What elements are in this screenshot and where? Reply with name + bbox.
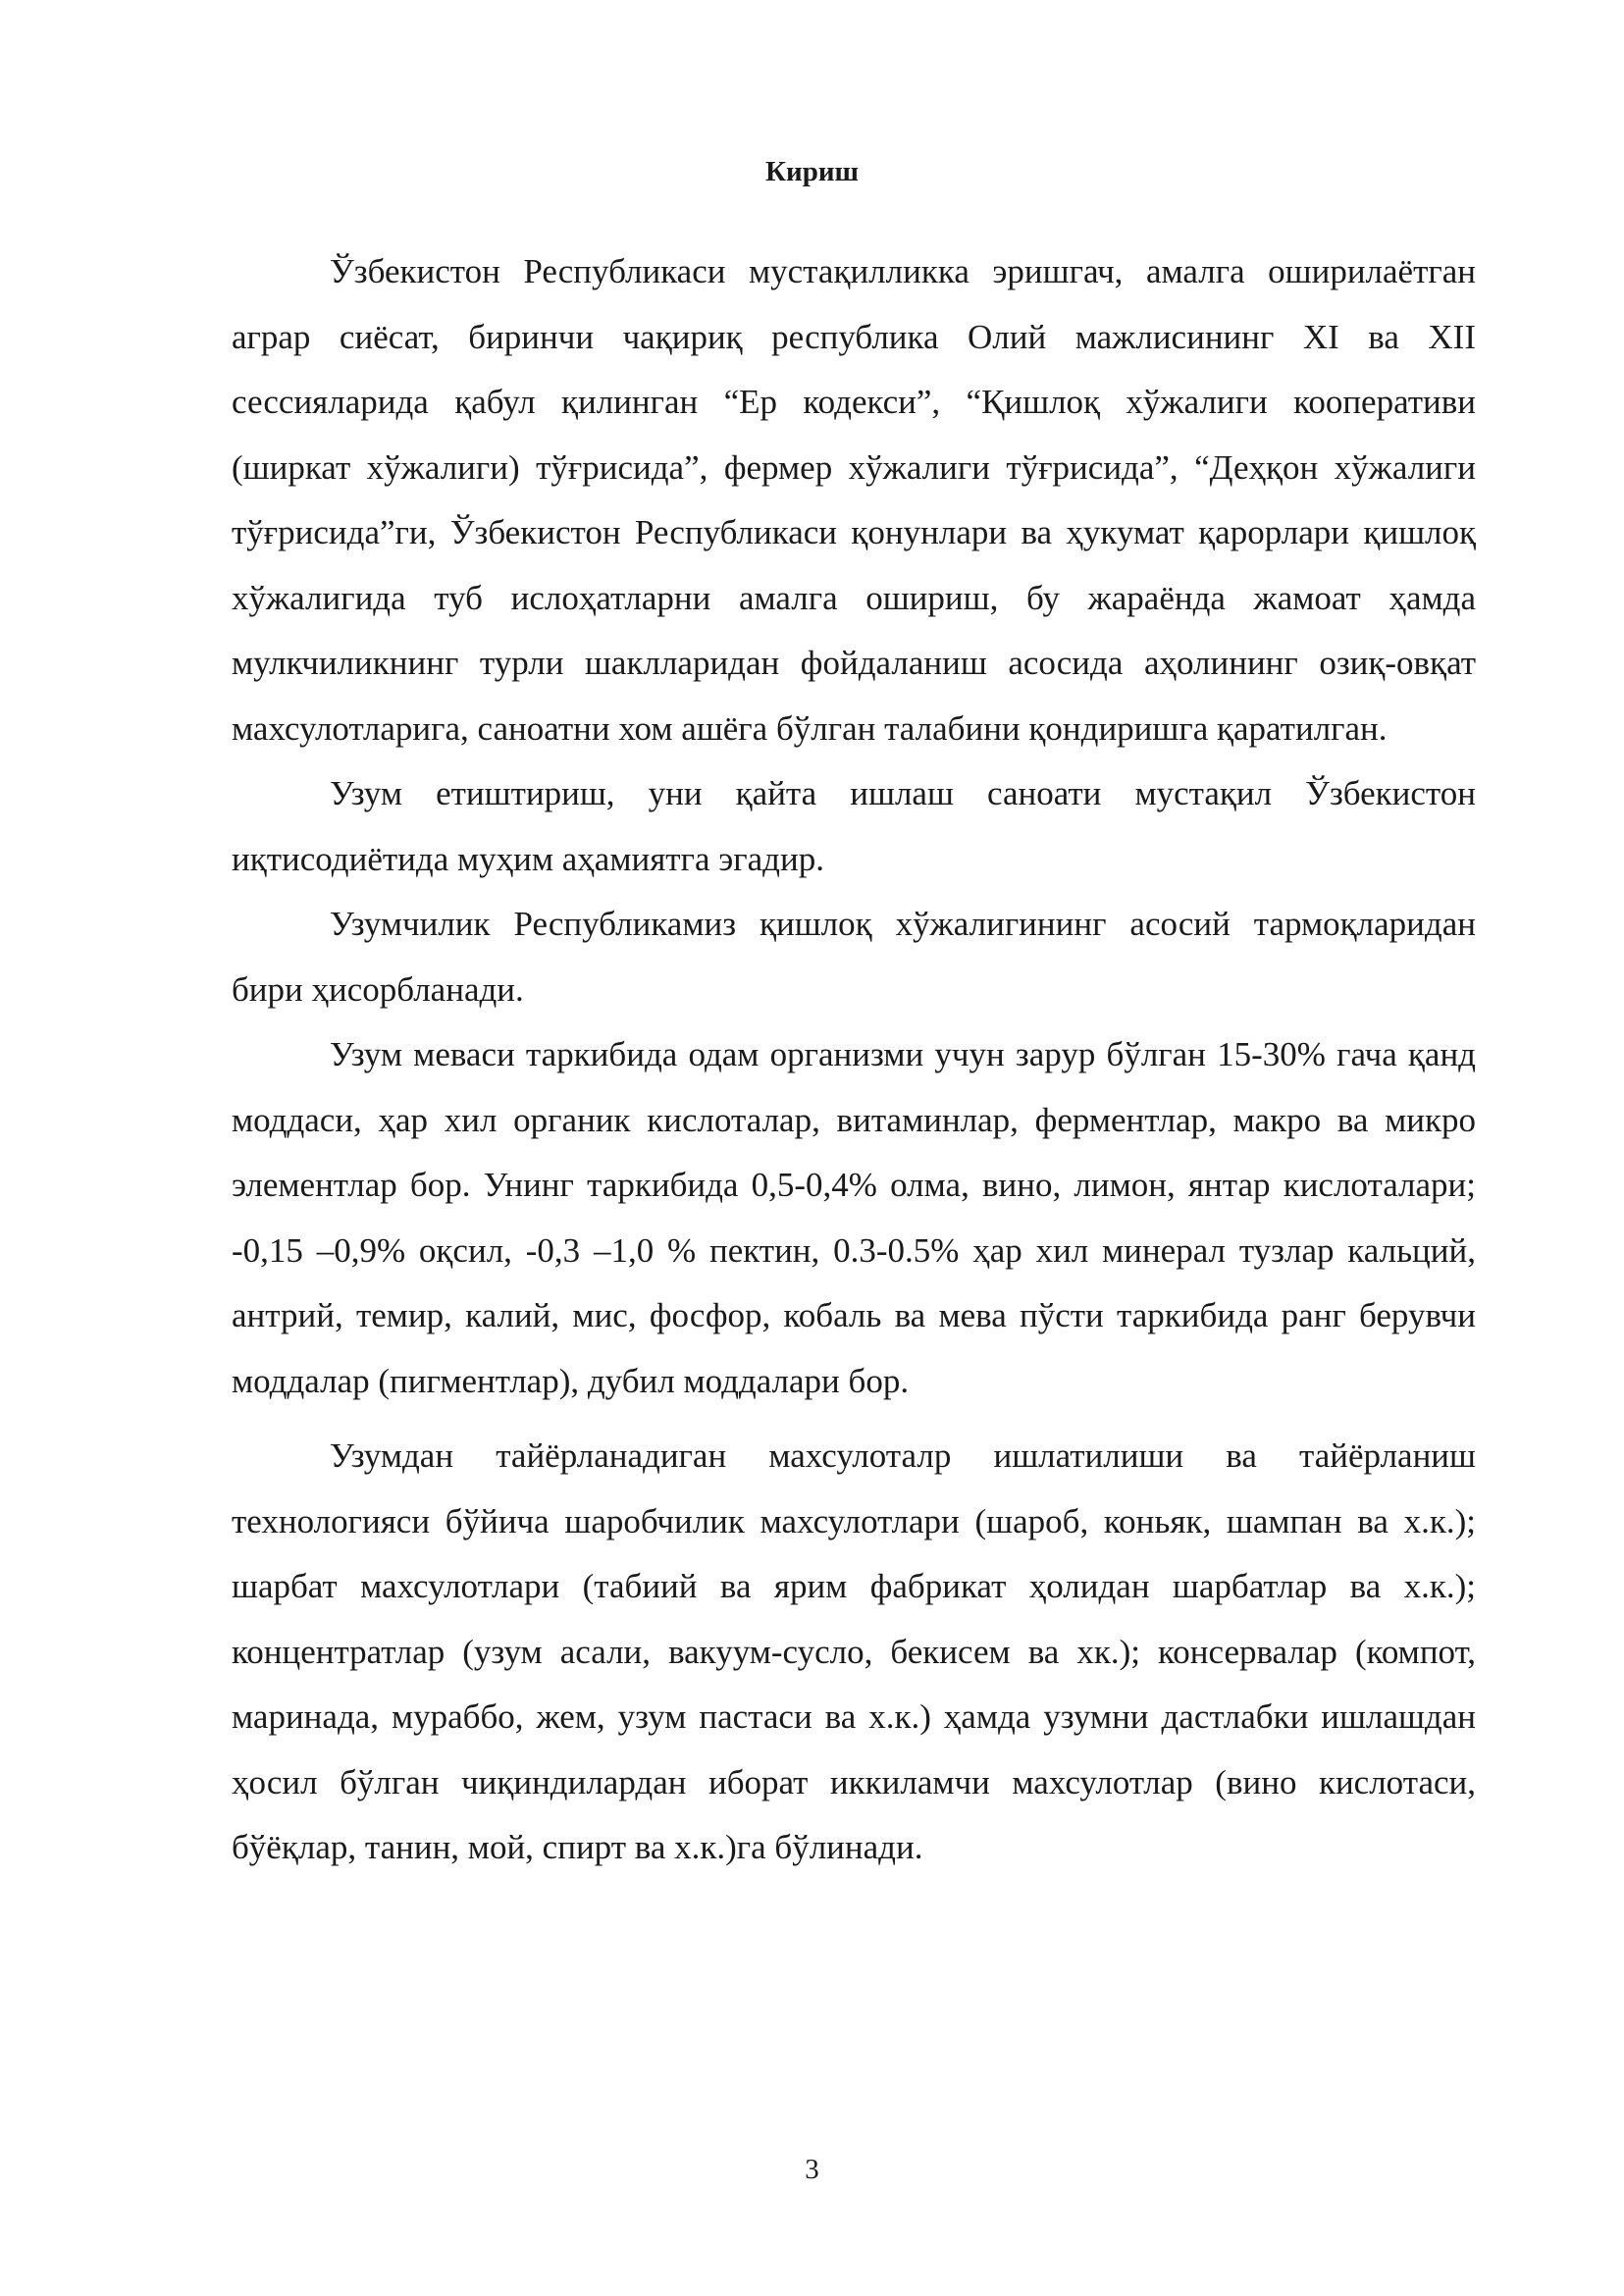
paragraph-grape-composition: Узум меваси таркибида одам организми учун зарур бўлган 15-30% гача қанд моддаси, ҳар хил органик кислоталар, витаминлар, ферментлар, макро ва микро элементлар бор. Унинг таркибида 0,5-0,4% олма, вино, лимон, янтар кислоталари; -0,15 –0,9% оқсил, -0,3 –1,0 % пектин, 0.3-0.5% ҳар хил минерал тузлар кальций, антрий, темир, калий, мис, фосфор, кобаль ва мева пўсти таркибида ранг берувчи моддалар (пигментлар), дубил моддалари бор. (232, 1035, 1476, 1400)
paragraph-intro: Ўзбекистон Республикаси мустақилликка эришгач, амалга оширилаётган аграр сиёсат, биринчи чақириқ республика Олий мажлисининг XI ва XII сессияларида қабул қилинган “Ер кодекси”, “Қишлоқ хўжалиги кооперативи (ширкат хўжалиги) тўғрисида”, фермер хўжалиги тўғрисида”, “Деҳқон хўжалиги тўғрисида”ги, Ўзбекистон Республикаси қонунлари ва ҳукумат қарорлари қишлоқ хўжалигида туб ислоҳатларни амалга ошириш, бу жараёнда жамоат ҳамда мулкчиликнинг турли шаклларидан фойдаланиш асосида аҳолининг озиқ-овқат махсулотларига, саноатни хом ашёга бўлган талабини қондиришга қаратилган. (232, 252, 1476, 748)
paragraph-grape-growing: Узум етиштириш, уни қайта ишлаш саноати мустақил Ўзбекистон иқтисодиётида муҳим аҳамиятга эгадир. (232, 774, 1476, 878)
body-text (232, 239, 1476, 1881)
paragraph-viticulture: Узумчилик Республикамиз қишлоқ хўжалигининг асосий тармоқларидан бири ҳисорбланади. (232, 905, 1476, 1009)
page-number: 3 (805, 2154, 819, 2185)
paragraph-grape-products: Узумдан тайёрланадиган махсулоталр ишлатилиши ва тайёрланиш технологияси бўйича шаробчилик махсулотлари (шароб, коньяк, шампан ва х.к.); шарбат махсулотлари (табиий ва ярим фабрикат ҳолидан шарбатлар ва х.к.); концентратлар (узум асали, вакуум-сусло, бекисем ва хк.); консервалар (компот, маринада, мураббо, жем, узум пастаси ва х.к.) ҳамда узумни дастлабки ишлашдан ҳосил бўлган чиқиндилардан иборат иккиламчи махсулотлар (вино кислотаси, бўёқлар, танин, мой, спирт ва х.к.)га бўлинади. (232, 1436, 1476, 1866)
page-title: Кириш (764, 156, 860, 187)
